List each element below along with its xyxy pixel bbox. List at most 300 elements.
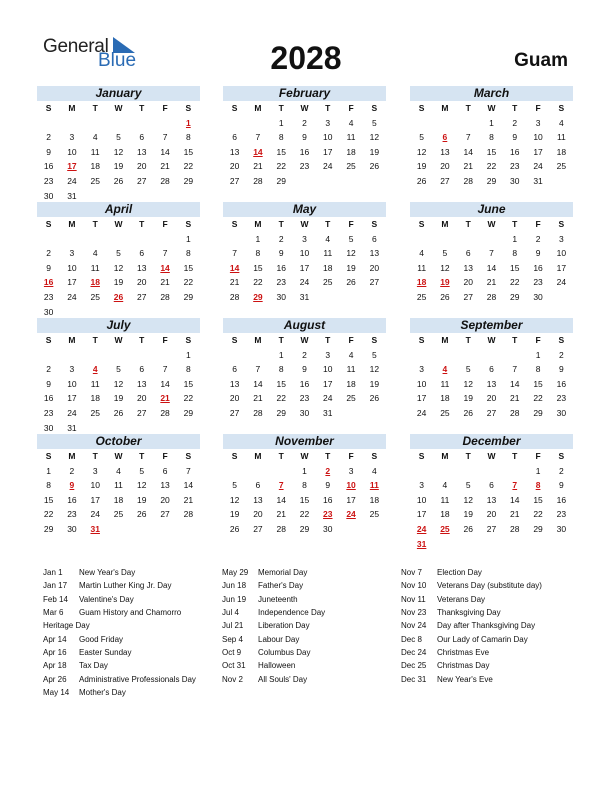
weekday-label: M (68, 335, 76, 345)
empty-cell (37, 348, 60, 363)
holiday-row-date: Jan 1 (43, 568, 63, 577)
calendar-date: 14 (510, 494, 520, 505)
holiday-row-name: Veterans Day (substitute day) (437, 581, 542, 591)
weekday-label: F (348, 335, 354, 345)
holiday-row-date: May 29 (222, 568, 249, 577)
calendar-date: 27 (137, 291, 147, 302)
calendar-date: 26 (463, 523, 473, 534)
calendar-date: 4 (348, 349, 354, 360)
empty-cell (433, 232, 456, 247)
weekday-label: S (45, 451, 52, 461)
holiday-date: 14 (229, 262, 240, 273)
calendar-date: 14 (253, 378, 263, 389)
calendar-date: 13 (137, 262, 147, 273)
calendar-date: 16 (299, 146, 310, 157)
calendar-date: 16 (67, 494, 77, 505)
holiday-column (401, 566, 542, 686)
holiday-row (43, 619, 196, 632)
calendar-date: 15 (299, 494, 310, 505)
calendar-date: 11 (440, 494, 450, 505)
empty-cell (270, 464, 293, 479)
empty-cell (246, 348, 269, 363)
calendar-date: 11 (346, 364, 356, 375)
calendar-date: 5 (116, 132, 121, 143)
empty-cell (107, 232, 130, 247)
holiday-row (401, 566, 542, 579)
calendar-date: 2 (46, 364, 51, 375)
calendar-date: 4 (419, 248, 424, 259)
calendar-date: 9 (302, 364, 307, 375)
calendar-date: 3 (69, 132, 75, 143)
calendar-date: 8 (185, 132, 191, 143)
calendar-date: 11 (556, 132, 566, 143)
holiday-date: 8 (535, 480, 541, 491)
calendar-date: 1 (302, 465, 307, 476)
calendar-date: 24 (67, 407, 77, 418)
calendar-date: 26 (113, 407, 124, 418)
month-title: July (37, 318, 200, 333)
calendar-date: 7 (255, 132, 261, 143)
calendar-date: 2 (558, 349, 564, 360)
holiday-row-name: All Souls' Day (258, 674, 308, 684)
weekday-label: T (278, 335, 284, 345)
calendar-date: 13 (369, 248, 380, 259)
calendar-date: 3 (92, 465, 98, 476)
holiday-row-name: New Year's Day (79, 568, 136, 577)
calendar-date: 1 (255, 233, 261, 244)
calendar-date: 28 (160, 291, 170, 302)
holiday-row-name: Good Friday (79, 634, 124, 644)
calendar-date: 10 (67, 146, 77, 157)
calendar-date: 5 (116, 364, 121, 375)
calendar-date: 4 (325, 233, 331, 244)
calendar-date: 10 (67, 378, 77, 389)
calendar-date: 15 (183, 378, 194, 389)
calendar-date: 23 (510, 161, 520, 172)
holiday-date: 17 (67, 161, 77, 172)
weekday-label: T (325, 219, 331, 229)
holiday-row-name: Labour Day (258, 634, 300, 644)
weekday-label: T (278, 451, 284, 461)
calendar-date: 9 (558, 364, 564, 375)
calendar-date: 1 (278, 117, 284, 128)
month-march (410, 86, 573, 189)
holiday-date: 4 (92, 364, 98, 375)
empty-cell (223, 232, 246, 247)
weekday-label: F (162, 103, 168, 113)
calendar-date: 21 (160, 277, 170, 288)
calendar-date: 14 (276, 494, 286, 505)
holiday-row (401, 606, 542, 619)
calendar-date: 5 (465, 480, 471, 491)
logo-general-text: General (43, 36, 109, 57)
calendar-date: 12 (463, 378, 473, 389)
holiday-row (222, 633, 325, 646)
holiday-row (43, 566, 196, 579)
month-june (410, 202, 573, 305)
weekday-label: S (185, 335, 192, 345)
calendar-date: 2 (302, 349, 307, 360)
holiday-row (401, 673, 542, 686)
calendar-date: 12 (463, 494, 473, 505)
calendar-date: 19 (346, 262, 356, 273)
month-day-grid (223, 101, 386, 189)
month-april (37, 202, 200, 319)
weekday-label: S (371, 103, 378, 113)
calendar-date: 9 (46, 146, 51, 157)
holiday-date: 7 (512, 480, 518, 491)
holiday-row (401, 619, 542, 632)
calendar-date: 6 (232, 132, 237, 143)
weekday-label: S (45, 103, 52, 113)
empty-cell (410, 464, 433, 479)
holiday-row-name: Mother's Day (79, 688, 126, 698)
weekday-label: W (300, 335, 309, 345)
calendar-date: 6 (162, 465, 168, 476)
calendar-date: 24 (416, 407, 427, 418)
calendar-date: 13 (253, 494, 263, 505)
calendar-date: 3 (348, 465, 354, 476)
calendar-date: 2 (278, 233, 284, 244)
calendar-date: 17 (533, 146, 543, 157)
holiday-row-date: Oct 9 (222, 648, 242, 658)
month-january (37, 86, 200, 203)
holiday-date: 9 (69, 480, 75, 491)
calendar-date: 22 (276, 161, 286, 172)
calendar-date: 28 (276, 523, 286, 534)
holiday-column (222, 566, 325, 686)
empty-cell (60, 348, 83, 363)
holiday-row-date: Jun 18 (222, 581, 247, 591)
calendar-date: 17 (299, 262, 310, 273)
holiday-row-date: Dec 31 (401, 674, 427, 684)
calendar-date: 5 (232, 480, 237, 491)
holiday-row (43, 593, 196, 606)
calendar-date: 20 (229, 393, 240, 404)
weekday-label: S (231, 335, 238, 345)
calendar-date: 10 (323, 132, 333, 143)
calendar-date: 22 (533, 509, 543, 520)
weekday-label: F (535, 335, 541, 345)
calendar-date: 24 (323, 393, 333, 404)
calendar-date: 28 (253, 175, 263, 186)
month-august (223, 318, 386, 421)
calendar-date: 21 (510, 509, 520, 520)
weekday-label: T (139, 335, 145, 345)
calendar-date: 21 (183, 494, 194, 505)
calendar-date: 31 (299, 291, 310, 302)
weekday-label: T (512, 335, 518, 345)
calendar-date: 4 (92, 248, 98, 259)
empty-cell (410, 348, 433, 363)
weekday-label: T (512, 219, 518, 229)
calendar-date: 25 (556, 161, 567, 172)
calendar-date: 2 (535, 233, 541, 244)
holiday-row-date: Nov 2 (222, 674, 243, 684)
calendar-date: 17 (67, 393, 77, 404)
empty-cell (130, 116, 153, 131)
holiday-row-date: Nov 23 (401, 608, 427, 618)
calendar-date: 10 (556, 248, 567, 259)
calendar-date: 18 (323, 262, 333, 273)
calendar-date: 29 (276, 407, 286, 418)
weekday-label: T (139, 451, 145, 461)
holiday-date: 10 (346, 480, 356, 491)
calendar-date: 5 (139, 465, 145, 476)
empty-cell (153, 232, 176, 247)
calendar-date: 19 (137, 494, 147, 505)
empty-cell (223, 464, 246, 479)
calendar-date: 24 (323, 161, 333, 172)
calendar-date: 2 (69, 465, 75, 476)
calendar-date: 16 (43, 393, 54, 404)
calendar-date: 9 (278, 248, 284, 259)
calendar-date: 20 (137, 277, 147, 288)
holiday-row (43, 579, 196, 592)
month-title: June (410, 202, 573, 217)
holiday-row-name: Thanksgiving Day (437, 608, 501, 618)
month-title: March (410, 86, 573, 101)
calendar-date: 18 (346, 146, 356, 157)
calendar-date: 23 (43, 175, 54, 186)
calendar-date: 20 (486, 393, 497, 404)
calendar-date: 17 (67, 277, 77, 288)
calendar-date: 8 (278, 364, 284, 375)
calendar-date: 30 (43, 190, 54, 201)
month-september (410, 318, 573, 421)
calendar-date: 31 (533, 175, 543, 186)
calendar-date: 5 (371, 117, 377, 128)
calendar-date: 12 (137, 480, 147, 491)
calendar-date: 22 (183, 161, 194, 172)
calendar-date: 18 (90, 161, 100, 172)
empty-cell (480, 348, 503, 363)
calendar-date: 12 (113, 262, 124, 273)
holiday-date: 26 (113, 291, 124, 302)
calendar-date: 21 (160, 161, 170, 172)
weekday-label: F (162, 219, 168, 229)
calendar-date: 10 (323, 364, 333, 375)
empty-cell (84, 232, 107, 247)
calendar-date: 15 (510, 262, 520, 273)
calendar-date: 22 (533, 393, 543, 404)
calendar-date: 16 (323, 494, 333, 505)
holiday-row-name: Election Day (437, 568, 482, 577)
weekday-label: M (254, 103, 262, 113)
month-day-grid (410, 333, 573, 421)
empty-cell (433, 348, 456, 363)
calendar-date: 13 (486, 494, 497, 505)
weekday-label: F (535, 451, 541, 461)
weekday-label: S (371, 219, 378, 229)
weekday-label: T (278, 103, 284, 113)
calendar-date: 26 (369, 161, 380, 172)
calendar-date: 1 (489, 117, 494, 128)
holiday-date: 18 (416, 277, 427, 288)
empty-cell (153, 116, 176, 131)
calendar-date: 6 (489, 364, 494, 375)
empty-cell (503, 348, 526, 363)
weekday-label: S (371, 451, 378, 461)
weekday-label: T (512, 451, 518, 461)
calendar-date: 20 (160, 494, 170, 505)
calendar-date: 22 (276, 393, 286, 404)
calendar-date: 9 (325, 480, 331, 491)
empty-cell (457, 464, 480, 479)
weekday-label: S (418, 451, 425, 461)
calendar-date: 3 (69, 364, 75, 375)
weekday-label: F (535, 219, 541, 229)
calendar-date: 1 (185, 233, 191, 244)
holiday-row-name: Christmas Day (437, 661, 490, 671)
month-title: December (410, 434, 573, 449)
weekday-label: W (114, 103, 123, 113)
calendar-date: 27 (229, 175, 240, 186)
empty-cell (84, 348, 107, 363)
calendar-date: 23 (299, 161, 310, 172)
empty-cell (37, 232, 60, 247)
weekday-label: S (418, 219, 425, 229)
holiday-row (43, 606, 196, 619)
calendar-date: 26 (346, 277, 356, 288)
weekday-label: S (558, 335, 565, 345)
calendar-date: 23 (67, 509, 77, 520)
empty-cell (410, 116, 433, 131)
month-day-grid (410, 101, 573, 189)
holiday-column (43, 566, 196, 699)
empty-cell (410, 232, 433, 247)
holiday-row-date: Jun 19 (222, 594, 247, 604)
calendar-date: 5 (371, 349, 377, 360)
holiday-row-date: Apr 14 (43, 634, 67, 644)
calendar-date: 10 (90, 480, 100, 491)
calendar-date: 21 (510, 393, 520, 404)
calendar-date: 3 (419, 364, 424, 375)
empty-cell (130, 348, 153, 363)
calendar-date: 7 (232, 248, 237, 259)
holiday-row-name: Easter Sunday (79, 648, 132, 658)
calendar-date: 22 (183, 393, 194, 404)
calendar-date: 28 (253, 407, 263, 418)
calendar-date: 13 (229, 146, 240, 157)
calendar-date: 11 (417, 262, 427, 273)
holiday-row-date: Oct 31 (222, 661, 246, 671)
calendar-date: 30 (276, 291, 286, 302)
holiday-row-date: Nov 11 (401, 594, 426, 604)
weekday-label: T (325, 103, 331, 113)
calendar-date: 17 (416, 393, 427, 404)
calendar-date: 17 (323, 146, 333, 157)
month-day-grid (410, 449, 573, 551)
weekday-label: W (487, 335, 496, 345)
calendar-date: 29 (183, 407, 194, 418)
page-title-year: 2028 (270, 40, 342, 76)
calendar-date: 6 (232, 364, 237, 375)
holiday-date: 24 (416, 523, 427, 534)
calendar-date: 8 (535, 364, 541, 375)
holiday-row-date: Sep 4 (222, 634, 243, 644)
calendar-date: 20 (486, 509, 497, 520)
empty-cell (457, 232, 480, 247)
month-december (410, 434, 573, 551)
calendar-date: 23 (556, 509, 567, 520)
empty-cell (223, 348, 246, 363)
calendar-date: 25 (416, 291, 427, 302)
calendar-date: 26 (416, 175, 427, 186)
empty-cell (107, 116, 130, 131)
calendar-date: 27 (486, 407, 497, 418)
calendar-date: 18 (90, 393, 100, 404)
month-title: April (37, 202, 200, 217)
calendar-date: 13 (160, 480, 170, 491)
calendar-date: 10 (533, 132, 543, 143)
calendar-date: 28 (510, 407, 520, 418)
weekday-label: S (558, 451, 565, 461)
calendar-date: 4 (558, 117, 564, 128)
empty-cell (223, 116, 246, 131)
weekday-label: W (300, 219, 309, 229)
calendar-date: 30 (43, 306, 54, 317)
holiday-row-date: Jul 4 (222, 608, 239, 618)
holiday-date: 19 (440, 277, 450, 288)
calendar-date: 16 (556, 494, 567, 505)
holiday-date: 7 (278, 480, 284, 491)
holiday-row-date: Dec 24 (401, 648, 427, 658)
calendar-date: 25 (346, 161, 356, 172)
month-day-grid (37, 101, 200, 203)
holiday-row-date: Nov 7 (401, 568, 422, 577)
calendar-date: 22 (183, 277, 194, 288)
month-day-grid (37, 217, 200, 319)
month-title: November (223, 434, 386, 449)
calendar-date: 4 (371, 465, 377, 476)
calendar-date: 13 (440, 146, 450, 157)
calendar-date: 20 (253, 509, 263, 520)
calendar-date: 21 (253, 393, 263, 404)
weekday-label: W (487, 451, 496, 461)
calendar-date: 15 (183, 262, 194, 273)
calendar-date: 15 (533, 494, 543, 505)
weekday-label: W (114, 451, 123, 461)
calendar-date: 24 (67, 291, 77, 302)
calendar-date: 17 (323, 378, 333, 389)
holiday-row-name: Liberation Day (258, 621, 310, 631)
calendar-date: 15 (276, 146, 286, 157)
calendar-date: 11 (90, 146, 100, 157)
holiday-date: 25 (440, 523, 450, 534)
calendar-date: 18 (440, 509, 450, 520)
calendar-date: 8 (185, 364, 191, 375)
calendar-date: 14 (160, 378, 170, 389)
calendar-date: 12 (113, 146, 124, 157)
weekday-label: W (114, 335, 123, 345)
weekday-label: S (231, 219, 238, 229)
calendar-date: 30 (533, 291, 543, 302)
holiday-row-name: Martin Luther King Jr. Day (79, 581, 172, 591)
month-february (223, 86, 386, 189)
calendar-date: 28 (183, 509, 194, 520)
weekday-label: T (465, 219, 471, 229)
calendar-date: 30 (510, 175, 520, 186)
calendar-date: 21 (229, 277, 240, 288)
calendar-date: 9 (46, 378, 51, 389)
holiday-date: 6 (442, 132, 448, 143)
calendar-date: 29 (43, 523, 54, 534)
holiday-row (401, 579, 542, 592)
holiday-date: 11 (369, 480, 379, 491)
calendar-date: 11 (90, 378, 100, 389)
calendar-date: 23 (556, 393, 567, 404)
